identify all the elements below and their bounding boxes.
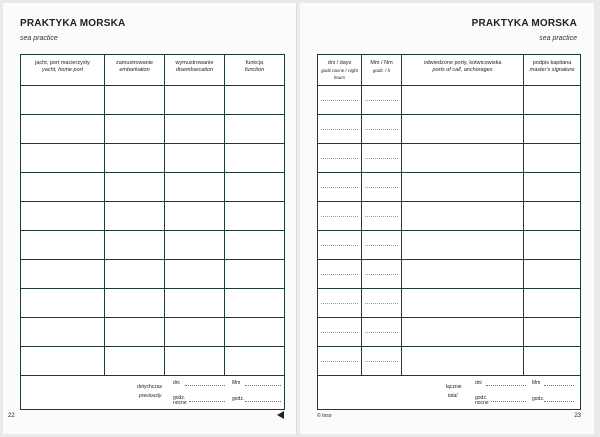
hours-line (245, 401, 281, 402)
table-cell (524, 318, 581, 347)
table-cell (225, 202, 285, 231)
table-cell (318, 173, 362, 202)
table-cell (362, 231, 402, 260)
night-hours-line (491, 401, 526, 402)
col-ports: odwiedzone porty, kotwicowiska ports of call, anchorages (402, 55, 524, 86)
col-yacht: jacht, port macierzysty yacht, home port (21, 55, 105, 86)
table-cell (165, 347, 225, 376)
sea-practice-table-left (20, 54, 285, 410)
table-cell (362, 347, 402, 376)
nm-line (245, 385, 281, 386)
days-line (185, 385, 225, 386)
table-cell (165, 115, 225, 144)
table-cell (402, 115, 524, 144)
sub-rule (365, 347, 398, 362)
table-cell (318, 231, 362, 260)
table-cell (21, 115, 105, 144)
table-cell (318, 86, 362, 115)
table-cell (225, 173, 285, 202)
footer-row (21, 376, 285, 410)
table-row (21, 86, 285, 115)
days-line (486, 385, 526, 386)
table-row (318, 347, 581, 376)
table-cell (105, 115, 165, 144)
table-cell (402, 202, 524, 231)
sub-rule (321, 260, 358, 275)
table-cell (225, 144, 285, 173)
table-cell (165, 260, 225, 289)
total-label: łącznie (446, 384, 462, 390)
table-row (21, 115, 285, 144)
table-cell (362, 260, 402, 289)
table-cell (524, 86, 581, 115)
table-cell (402, 86, 524, 115)
table-cell (318, 318, 362, 347)
sub-rule (321, 173, 358, 188)
hours-line (544, 401, 574, 402)
previously-cell (21, 376, 285, 410)
table-cell (225, 347, 285, 376)
hours-label: godz. (232, 396, 245, 402)
table-row (21, 347, 285, 376)
sub-rule (321, 318, 358, 333)
table-cell (362, 115, 402, 144)
table-cell (21, 289, 105, 318)
col-disembarkation: wymustrowanie disembarcation (165, 55, 225, 86)
table-cell (165, 231, 225, 260)
total-cell (318, 376, 581, 410)
table-cell (318, 144, 362, 173)
night-hours-label: godz. nocne (173, 395, 187, 406)
table-row (318, 86, 581, 115)
sub-rule (321, 347, 358, 362)
table-cell (165, 289, 225, 318)
table-cell (225, 115, 285, 144)
table-row (21, 231, 285, 260)
page-title: PRAKTYKA MORSKA (20, 18, 126, 29)
table-row (21, 318, 285, 347)
sub-rule (321, 86, 358, 101)
table-cell (402, 231, 524, 260)
sub-rule (365, 202, 398, 217)
col-nm: Mm / Nm godz. / h (362, 55, 402, 86)
table-cell (524, 289, 581, 318)
table-cell (225, 231, 285, 260)
table-cell (318, 115, 362, 144)
table-row (21, 202, 285, 231)
table-cell (165, 173, 225, 202)
sub-rule (365, 173, 398, 188)
table-cell (402, 144, 524, 173)
table-cell (225, 318, 285, 347)
table-cell (524, 115, 581, 144)
copyright-mark: © Inso (317, 413, 332, 419)
table-cell (362, 289, 402, 318)
table-cell (105, 289, 165, 318)
table-cell (21, 347, 105, 376)
table-cell (165, 202, 225, 231)
sub-rule (365, 115, 398, 130)
right-page (300, 3, 594, 434)
sub-rule (321, 115, 358, 130)
page-subtitle: sea practice (539, 35, 577, 42)
table-cell (362, 173, 402, 202)
table-cell (105, 347, 165, 376)
night-hours-line (189, 401, 225, 402)
days-label: dni (173, 380, 180, 386)
sub-rule (321, 231, 358, 246)
table-cell (105, 260, 165, 289)
table-cell (21, 173, 105, 202)
table-cell (21, 231, 105, 260)
nm-line (544, 385, 574, 386)
table-row (318, 144, 581, 173)
page-turn-arrow-icon (277, 411, 284, 419)
table-row (21, 260, 285, 289)
sub-rule (365, 86, 398, 101)
table-cell (21, 318, 105, 347)
sub-rule (365, 260, 398, 275)
table-cell (105, 86, 165, 115)
table-cell (105, 231, 165, 260)
table-cell (165, 86, 225, 115)
table-cell (402, 173, 524, 202)
table-row (318, 173, 581, 202)
header-row (21, 55, 285, 86)
table-row (318, 231, 581, 260)
hours-label: godz. (532, 396, 545, 402)
table-cell (524, 144, 581, 173)
page-subtitle: sea practice (20, 35, 58, 42)
table-cell (524, 347, 581, 376)
table-cell (165, 144, 225, 173)
table-cell (362, 202, 402, 231)
table-cell (225, 86, 285, 115)
sub-rule (365, 144, 398, 159)
table-cell (225, 289, 285, 318)
table-cell (318, 202, 362, 231)
left-page (3, 3, 297, 434)
table-row (318, 260, 581, 289)
col-days: dni / days godz.nocne / night hours (318, 55, 362, 86)
table-cell (402, 347, 524, 376)
table-cell (402, 318, 524, 347)
table-cell (21, 86, 105, 115)
table-cell (105, 318, 165, 347)
table-cell (362, 144, 402, 173)
table-cell (21, 260, 105, 289)
table-cell (318, 347, 362, 376)
days-label: dni (475, 380, 482, 386)
table-cell (362, 86, 402, 115)
table-cell (362, 318, 402, 347)
page-number: 22 (8, 413, 15, 419)
sub-rule (365, 318, 398, 333)
table-cell (21, 144, 105, 173)
nm-label: Mm (232, 380, 241, 386)
col-embarkation: zamustrowanie embarkation (105, 55, 165, 86)
footer-row (318, 376, 581, 410)
table-row (318, 318, 581, 347)
table-row (318, 115, 581, 144)
table-row (318, 202, 581, 231)
table-cell (524, 231, 581, 260)
sub-rule (321, 144, 358, 159)
page-title: PRAKTYKA MORSKA (471, 18, 577, 29)
table-cell (105, 202, 165, 231)
table-cell (105, 173, 165, 202)
table-cell (318, 260, 362, 289)
sub-rule (365, 289, 398, 304)
table-cell (225, 260, 285, 289)
page-number: 23 (574, 413, 581, 419)
table-row (21, 173, 285, 202)
nm-label: Mm (532, 380, 541, 386)
night-hours-label: godz. nocne (475, 395, 489, 406)
table-cell (318, 289, 362, 318)
sub-rule (321, 202, 358, 217)
previously-label: dotychczas (137, 384, 163, 390)
header-row (318, 55, 581, 86)
table-cell (402, 260, 524, 289)
table-cell (402, 289, 524, 318)
sub-rule (365, 231, 398, 246)
col-function: funkcja function (225, 55, 285, 86)
table-row (21, 144, 285, 173)
table-cell (165, 318, 225, 347)
previously-label-en: previously (139, 393, 162, 399)
table-cell (524, 202, 581, 231)
table-cell (524, 260, 581, 289)
sub-rule (321, 289, 358, 304)
total-label-en: total (448, 393, 458, 399)
table-cell (105, 144, 165, 173)
table-cell (21, 202, 105, 231)
table-row (21, 289, 285, 318)
sea-practice-table-right (317, 54, 581, 410)
col-signature: podpis kapitana master's signature (524, 55, 581, 86)
table-row (318, 289, 581, 318)
table-cell (524, 173, 581, 202)
